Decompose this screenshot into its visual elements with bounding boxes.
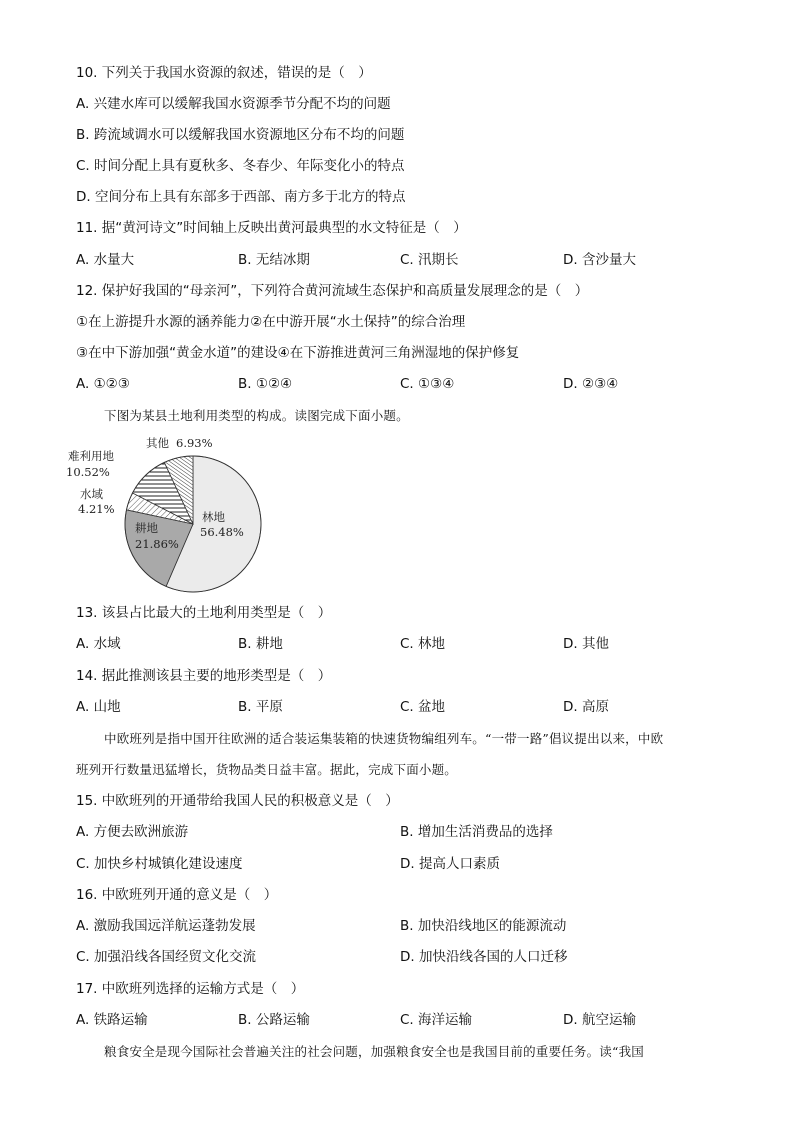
q15-option-d[interactable]: D. 提高人口素质 xyxy=(400,856,500,872)
q15-stem: 15. 中欧班列的开通带给我国人民的积极意义是（ ） xyxy=(76,793,399,809)
passage-line-1: 中欧班列是指中国开往欧洲的适合装运集装箱的快速货物编组列车。“一带一路”倡议提出以来，中欧 xyxy=(104,731,664,746)
q15-option-c[interactable]: C. 加快乡村城镇化建设速度 xyxy=(76,856,243,872)
q14-stem: 14. 据此推测该县主要的地形类型是（ ） xyxy=(76,668,332,684)
q10-option-a[interactable]: A. 兴建水库可以缓解我国水资源季节分配不均的问题 xyxy=(76,96,391,112)
q12-stem: 12. 保护好我国的“母亲河”，下列符合黄河流域生态保护和高质量发展理念的是（ ） xyxy=(76,283,589,299)
pie-label-1: 林地 xyxy=(202,510,225,524)
q15-option-a[interactable]: A. 方便去欧洲旅游 xyxy=(76,824,189,840)
figure-intro: 下图为某县土地利用类型的构成。读图完成下面小题。 xyxy=(104,408,409,423)
q17-option-c[interactable]: C. 海洋运输 xyxy=(400,1012,473,1028)
q11-option-a[interactable]: A. 水量大 xyxy=(76,252,135,268)
q17-option-b[interactable]: B. 公路运输 xyxy=(238,1012,310,1028)
pie-label-2: 耕地 xyxy=(135,521,158,535)
pie-label-5: 其他 xyxy=(146,436,169,450)
q17-option-d[interactable]: D. 航空运输 xyxy=(563,1012,636,1028)
pie-label-3: 水域 xyxy=(80,487,103,501)
q10-option-b[interactable]: B. 跨流域调水可以缓解我国水资源地区分布不均的问题 xyxy=(76,127,405,143)
pie-value-2: 21.86% xyxy=(135,537,179,551)
q16-option-b[interactable]: B. 加快沿线地区的能源流动 xyxy=(400,918,567,934)
q12-statement-2: ③在中下游加强“黄金水道”的建设④在下游推进黄河三角洲湿地的保护修复 xyxy=(76,345,520,361)
q12-option-d[interactable]: D. ②③④ xyxy=(563,376,619,392)
pie-label-4: 难利用地 xyxy=(68,449,114,463)
q16-stem: 16. 中欧班列开通的意义是（ ） xyxy=(76,887,278,903)
q12-statement-1: ①在上游提升水源的涵养能力②在中游开展“水土保持”的综合治理 xyxy=(76,314,466,330)
pie-value-5: 6.93% xyxy=(176,436,213,450)
q10-stem: 10. 下列关于我国水资源的叙述，错误的是（ ） xyxy=(76,65,372,81)
q13-option-d[interactable]: D. 其他 xyxy=(563,636,609,652)
q13-option-a[interactable]: A. 水域 xyxy=(76,636,121,652)
q16-option-a[interactable]: A. 激励我国远洋航运蓬勃发展 xyxy=(76,918,256,934)
q16-option-c[interactable]: C. 加强沿线各国经贸文化交流 xyxy=(76,949,257,965)
q10-option-c[interactable]: C. 时间分配上具有夏秋多、冬春少、年际变化小的特点 xyxy=(76,158,405,174)
q17-option-a[interactable]: A. 铁路运输 xyxy=(76,1012,148,1028)
land-use-pie-chart xyxy=(62,434,272,594)
pie-value-4: 10.52% xyxy=(66,465,110,479)
q11-option-c[interactable]: C. 汛期长 xyxy=(400,252,459,268)
passage-food-security: 粮食安全是现今国际社会普遍关注的社会问题，加强粮食安全也是我国目前的重要任务。读“我国 xyxy=(104,1044,644,1059)
q12-option-b[interactable]: B. ①②④ xyxy=(238,376,293,392)
passage-line-2: 班列开行数量迅猛增长，货物品类日益丰富。据此，完成下面小题。 xyxy=(76,762,458,777)
q10-option-d[interactable]: D. 空间分布上具有东部多于西部、南方多于北方的特点 xyxy=(76,189,406,205)
q12-option-c[interactable]: C. ①③④ xyxy=(400,376,455,392)
q14-option-c[interactable]: C. 盆地 xyxy=(400,699,446,715)
pie-value-1: 56.48% xyxy=(200,525,244,539)
pie-value-3: 4.21% xyxy=(78,502,115,516)
q11-stem: 11. 据“黄河诗文”时间轴上反映出黄河最典型的水文特征是（ ） xyxy=(76,220,467,236)
q14-option-d[interactable]: D. 高原 xyxy=(563,699,609,715)
q14-option-b[interactable]: B. 平原 xyxy=(238,699,283,715)
q15-option-b[interactable]: B. 增加生活消费品的选择 xyxy=(400,824,553,840)
q11-option-d[interactable]: D. 含沙量大 xyxy=(563,252,636,268)
q14-option-a[interactable]: A. 山地 xyxy=(76,699,121,715)
q16-option-d[interactable]: D. 加快沿线各国的人口迁移 xyxy=(400,949,568,965)
q11-option-b[interactable]: B. 无结冰期 xyxy=(238,252,310,268)
q13-option-c[interactable]: C. 林地 xyxy=(400,636,446,652)
q13-stem: 13. 该县占比最大的土地利用类型是（ ） xyxy=(76,605,332,621)
q12-option-a[interactable]: A. ①②③ xyxy=(76,376,130,392)
q17-stem: 17. 中欧班列选择的运输方式是（ ） xyxy=(76,981,305,997)
q13-option-b[interactable]: B. 耕地 xyxy=(238,636,283,652)
